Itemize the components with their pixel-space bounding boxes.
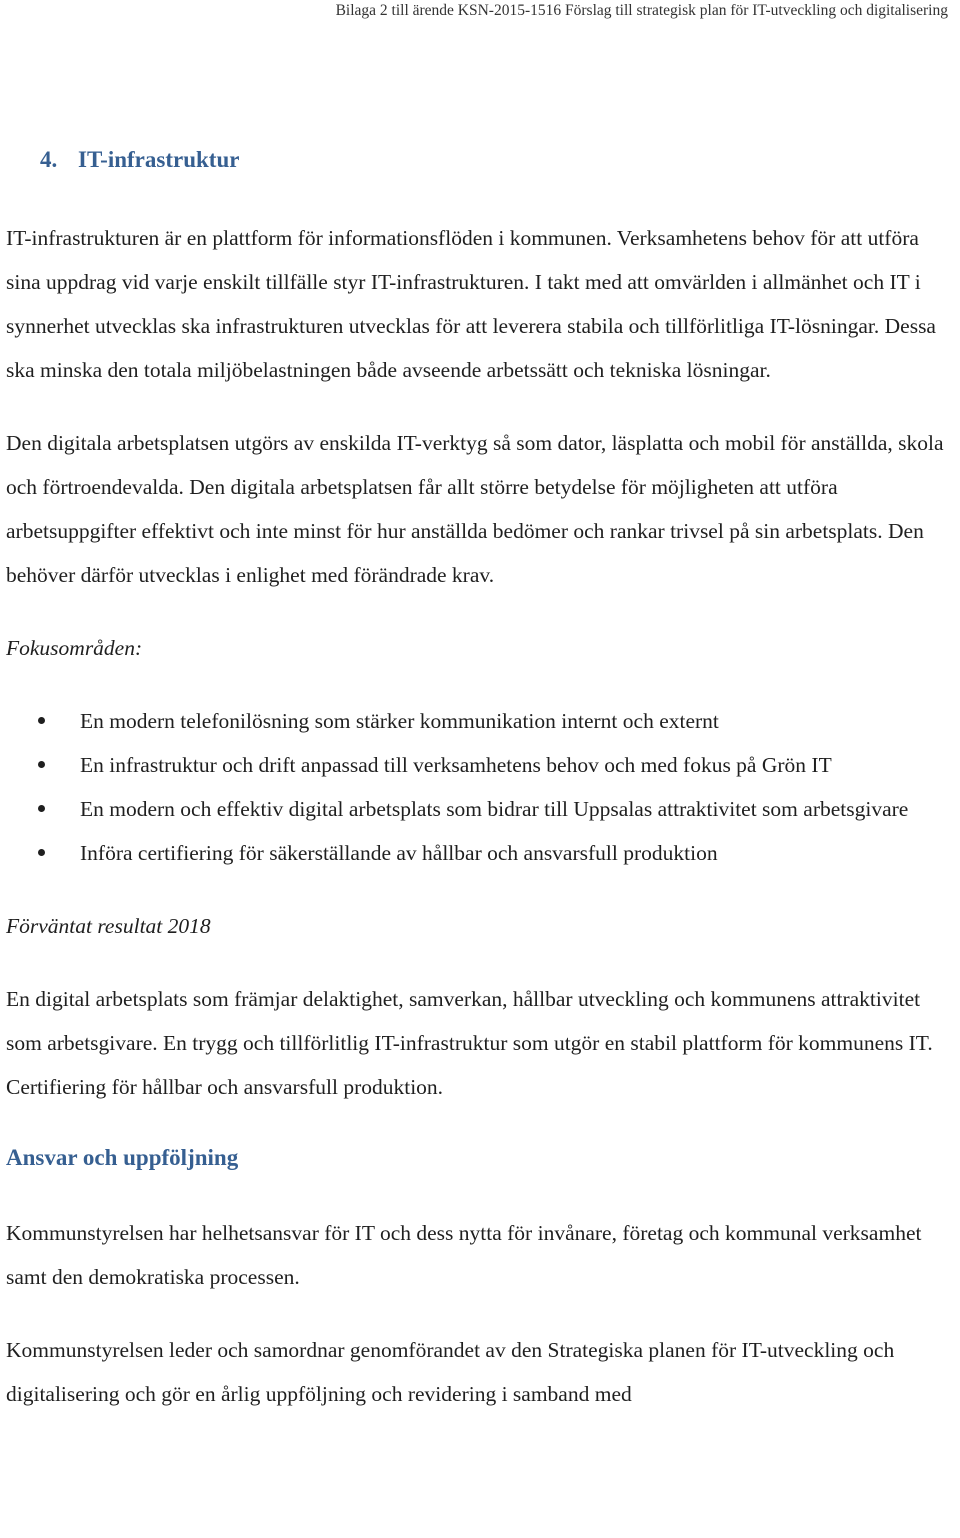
paragraph-digital-workplace: Den digitala arbetsplatsen utgörs av enskilda IT-verktyg så som dator, läsplatta och mobil för anställda, skola och förtroendevalda. Den digitala arbetsplatsen får allt större betydelse för möjligheten att utföra arbetsuppgifter effektivt och inte minst för hur anställda bedömer och rankar trivsel på sin arbetsplats. Den behöver därför utvecklas i enlighet med förändrade krav.	[6, 431, 944, 587]
page-header: Bilaga 2 till ärende KSN-2015-1516 Förslag till strategisk plan för IT-utveckling och digitalisering	[335, 2, 948, 19]
focus-areas-list	[6, 699, 958, 875]
focus-areas-label: Fokusområden:	[6, 636, 143, 660]
list-item: En modern och effektiv digital arbetsplats som bidrar till Uppsalas attraktivitet som arbetsgivare	[6, 787, 958, 831]
list-item: Införa certifiering för säkerställande av hållbar och ansvarsfull produktion	[6, 831, 958, 875]
paragraph-intro: IT-infrastrukturen är en plattform för informationsflöden i kommunen. Verksamhetens behov för att utföra sina uppdrag vid varje enskilt tillfälle styr IT-infrastrukturen. I takt med att omvärlden i allmänhet och IT i synnerhet utvecklas ska infrastrukturen utvecklas för att leverera stabila och tillförlitliga IT-lösningar. Dessa ska minska den totala miljöbelastningen både avseende arbetssätt och tekniska lösningar.	[6, 226, 936, 382]
list-item: En modern telefonilösning som stärker kommunikation internt och externt	[6, 699, 958, 743]
paragraph-coordination: Kommunstyrelsen leder och samordnar genomförandet av den Strategiska planen för IT-utveckling och digitalisering och gör en årlig uppföljning och revidering i samband med	[6, 1338, 895, 1406]
bullet-icon	[38, 717, 45, 724]
bullet-icon	[38, 761, 45, 768]
section-title: IT-infrastruktur	[78, 147, 240, 172]
list-item: En infrastruktur och drift anpassad till verksamhetens behov och med fokus på Grön IT	[6, 743, 958, 787]
document-body	[6, 140, 958, 1416]
section-heading-it-infrastruktur	[6, 140, 958, 180]
bullet-icon	[38, 849, 45, 856]
paragraph-expected-result: En digital arbetsplats som främjar delaktighet, samverkan, hållbar utveckling och kommunens attraktivitet som arbetsgivare. En trygg och tillförlitlig IT-infrastruktur som utgör en stabil plattform för kommunens IT. Certifiering för hållbar och ansvarsfull produktion.	[6, 987, 933, 1099]
section-number: 4.	[40, 147, 58, 172]
paragraph-responsibility: Kommunstyrelsen har helhetsansvar för IT och dess nytta för invånare, företag och kommunal verksamhet samt den demokratiska processen.	[6, 1221, 922, 1289]
section-heading-ansvar: Ansvar och uppföljning	[6, 1145, 239, 1170]
expected-result-label: Förväntat resultat 2018	[6, 914, 211, 938]
bullet-icon	[38, 805, 45, 812]
